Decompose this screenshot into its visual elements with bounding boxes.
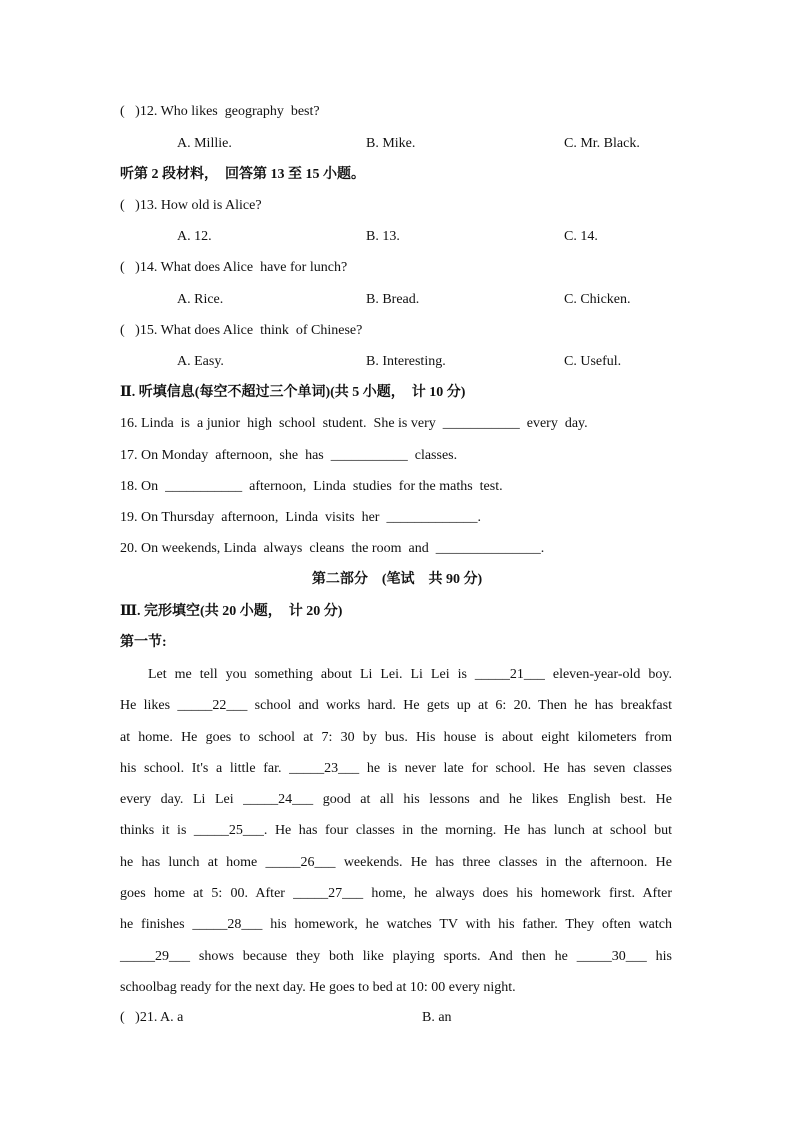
cloze-line: every day. Li Lei _____24___ good at all his lessons and he likes English best. He bbox=[120, 792, 672, 808]
question-12-option-a: A. Millie. bbox=[177, 136, 232, 151]
question-21-option-b: B. an bbox=[422, 1010, 452, 1025]
question-15-stem: ( )15. What does Alice think of Chinese? bbox=[120, 323, 363, 338]
cloze-line: his school. It's a little far. _____23___ he is never late for school. He has seven classes bbox=[120, 760, 672, 776]
fill-in-17: 17. On Monday afternoon, she has ___________ classes. bbox=[120, 448, 458, 463]
cloze-line: at home. He goes to school at 7: 30 by bus. His house is about eight kilometers from bbox=[120, 729, 672, 745]
cloze-line: _____29___ shows because they both like playing sports. And then he _____30___ his bbox=[120, 948, 672, 964]
question-13-option-a: A. 12. bbox=[177, 229, 212, 244]
question-15-option-c: C. Useful. bbox=[564, 354, 622, 369]
cloze-line: thinks it is _____25___. He has four classes in the morning. He has lunch at school but bbox=[120, 823, 672, 839]
cloze-line: he finishes _____28___ his homework, he watches TV with his father. They often watch bbox=[120, 917, 672, 933]
part-2-title: 第二部分 (笔试 共 90 分) bbox=[311, 572, 483, 587]
question-15-option-a: A. Easy. bbox=[177, 354, 224, 369]
listening-part2-heading: 听第 2 段材料， 回答第 13 至 15 小题。 bbox=[120, 167, 365, 182]
fill-in-18: 18. On ___________ afternoon, Linda studies for the maths test. bbox=[120, 479, 503, 494]
question-12-stem: ( )12. Who likes geography best? bbox=[120, 104, 320, 119]
subsection-1-heading: 第一节: bbox=[120, 635, 167, 650]
fill-in-20: 20. On weekends, Linda always cleans the room and _______________. bbox=[120, 541, 545, 556]
question-21-stem: ( )21. A. a bbox=[120, 1010, 184, 1025]
cloze-line: schoolbag ready for the next day. He goes to bed at 10: 00 every night. bbox=[120, 979, 516, 995]
question-12-option-c: C. Mr. Black. bbox=[564, 136, 640, 151]
cloze-line: Let me tell you something about Li Lei. Li Lei is _____21___ eleven-year-old boy. bbox=[148, 667, 672, 682]
question-14-option-b: B. Bread. bbox=[366, 292, 420, 307]
question-13-option-c: C. 14. bbox=[564, 229, 598, 244]
cloze-passage bbox=[120, 659, 672, 1003]
cloze-line: he has lunch at home _____26___ weekends. He has three classes in the afternoon. He bbox=[120, 854, 672, 870]
fill-in-16: 16. Linda is a junior high school student. She is very ___________ every day. bbox=[120, 416, 588, 431]
section-3-heading: Ⅲ. 完形填空(共 20 小题， 计 20 分) bbox=[120, 604, 343, 619]
section-2-heading: Ⅱ. 听填信息(每空不超过三个单词)(共 5 小题， 计 10 分) bbox=[120, 385, 466, 400]
question-14-option-a: A. Rice. bbox=[177, 292, 224, 307]
cloze-line: He likes _____22___ school and works hard. He gets up at 6: 20. Then he has breakfast bbox=[120, 698, 672, 714]
cloze-line: goes home at 5: 00. After _____27___ home, he always does his homework first. After bbox=[120, 886, 672, 902]
question-13-stem: ( )13. How old is Alice? bbox=[120, 198, 262, 213]
fill-in-19: 19. On Thursday afternoon, Linda visits her _____________. bbox=[120, 510, 481, 525]
question-14-option-c: C. Chicken. bbox=[564, 292, 631, 307]
question-13-option-b: B. 13. bbox=[366, 229, 400, 244]
question-14-stem: ( )14. What does Alice have for lunch? bbox=[120, 260, 348, 275]
question-15-option-b: B. Interesting. bbox=[366, 354, 446, 369]
question-12-option-b: B. Mike. bbox=[366, 136, 416, 151]
